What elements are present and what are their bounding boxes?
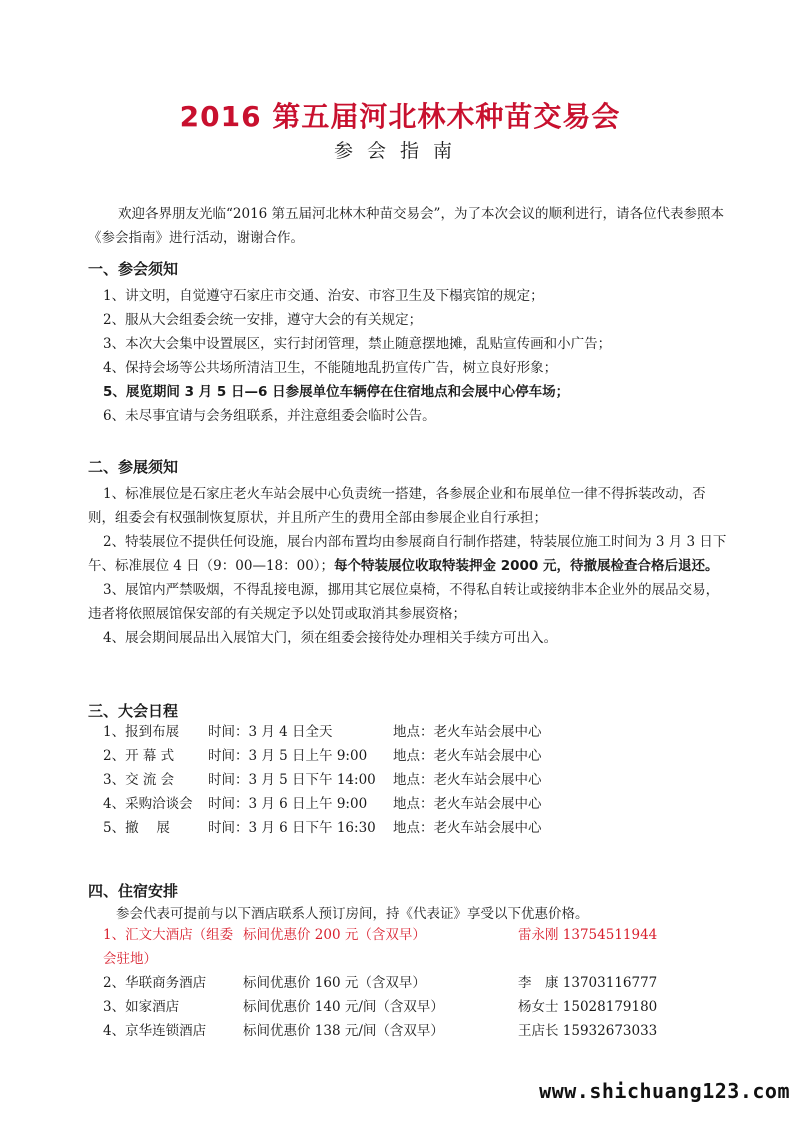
section3-heading: 三、大会日程: [88, 702, 179, 720]
schedule-event: 2、开 幕 式: [103, 748, 175, 764]
hotel-price: 标间优惠价 160 元（含双早）: [243, 975, 426, 991]
list-item: 5、展览期间 3 月 5 日—6 日参展单位车辆停在住宿地点和会展中心停车场；: [103, 384, 570, 400]
hotel-row: [88, 971, 728, 995]
section2-list: [88, 482, 728, 650]
list-item: 4、保持会场等公共场所清洁卫生，不能随地乱扔宣传广告，树立良好形象；: [103, 360, 558, 376]
section1-heading: 一、参会须知: [88, 260, 179, 278]
hotel-name: 4、京华连锁酒店: [103, 1023, 207, 1039]
schedule-row: [88, 744, 728, 768]
section2-heading: 二、参展须知: [88, 458, 179, 476]
intro-paragraph: 欢迎各界朋友光临“2016 第五届河北林木种苗交易会”，为了本次会议的顺利进行，请各位代表参照本《参会指南》进行活动，谢谢合作。: [88, 206, 724, 246]
hotel-contact: 李 康 13703116777: [518, 975, 658, 991]
hotel-price: 标间优惠价 140 元/间（含双早）: [243, 999, 444, 1015]
hotel-price: 标间优惠价 200 元（含双早）: [243, 927, 426, 943]
hotel-table: [88, 923, 728, 1043]
schedule-row: [88, 792, 728, 816]
schedule-time: 时间：3 月 4 日全天: [208, 724, 333, 740]
hotel-contact: 王店长 15932673033: [518, 1023, 658, 1039]
schedule-time: 时间：3 月 6 日下午 16:30: [208, 820, 376, 836]
hotel-name: 2、华联商务酒店: [103, 975, 207, 991]
schedule-place: 地点：老火车站会展中心: [393, 796, 542, 812]
schedule-row: [88, 720, 728, 744]
schedule-event: 4、采购洽谈会: [103, 796, 193, 812]
hotel-row: [88, 1019, 728, 1043]
schedule-place: 地点：老火车站会展中心: [393, 748, 542, 764]
schedule-event: 3、交 流 会: [103, 772, 175, 788]
schedule-place: 地点：老火车站会展中心: [393, 820, 542, 836]
hotel-name: 1、汇文大酒店（组委会驻地）: [103, 927, 234, 967]
schedule-event: 1、报到布展: [103, 724, 180, 740]
schedule-row: [88, 768, 728, 792]
hotel-price: 标间优惠价 138 元/间（含双早）: [243, 1023, 444, 1039]
list-item: [88, 530, 728, 578]
schedule-time: 时间：3 月 6 日上午 9:00: [208, 796, 368, 812]
list-item: 1、讲文明，自觉遵守石家庄市交通、治安、市容卫生及下榻宾馆的规定；: [103, 288, 544, 304]
list-item-text: 2、特装展位不提供任何设施，展台内部布置均由参展商自行制作搭建，特装展位施工时间为 3 月 3 日下午、标准展位 4 日（9：00—18：00）；: [88, 534, 727, 574]
hotel-name: 3、如家酒店: [103, 999, 180, 1015]
hotel-row: [88, 923, 728, 971]
list-item: 4、展会期间展品出入展馆大门，须在组委会接待处办理相关手续方可出入。: [103, 630, 558, 646]
list-item: 3、本次大会集中设置展区，实行封闭管理，禁止随意摆地摊，乱贴宣传画和小广告；: [103, 336, 612, 352]
section4-heading: 四、住宿安排: [88, 882, 179, 900]
schedule-event: 5、撤 展: [103, 820, 170, 836]
document-subtitle: 参会指南: [333, 140, 466, 162]
schedule-place: 地点：老火车站会展中心: [393, 772, 542, 788]
section1-list: [88, 284, 728, 428]
schedule-row: [88, 816, 728, 840]
schedule-time: 时间：3 月 5 日下午 14:00: [208, 772, 376, 788]
schedule-table: [88, 720, 728, 840]
schedule-place: 地点：老火车站会展中心: [393, 724, 542, 740]
list-item: 6、未尽事宜请与会务组联系，并注意组委会临时公告。: [103, 408, 436, 424]
list-item: 1、标准展位是石家庄老火车站会展中心负责统一搭建，各参展企业和布展单位一律不得拆装改动，否则，组委会有权强制恢复原状，并且所产生的费用全部由参展企业自行承担；: [88, 486, 706, 526]
document-title: 2016 第五届河北林木种苗交易会: [179, 100, 621, 133]
deposit-note: 每个特装展位收取特装押金 2000 元，待撤展检查合格后退还。: [334, 558, 719, 574]
hotel-contact: 杨女士 15028179180: [518, 999, 658, 1015]
list-item: 3、展馆内严禁吸烟，不得乱接电源，挪用其它展位桌椅，不得私自转让或接纳非本企业外的展品交易，违者将依照展馆保安部的有关规定予以处罚或取消其参展资格；: [88, 582, 720, 622]
site-watermark: www.shichuang123.com: [539, 1079, 790, 1103]
schedule-time: 时间：3 月 5 日上午 9:00: [208, 748, 368, 764]
hotel-row: [88, 995, 728, 1019]
list-item: 2、服从大会组委会统一安排，遵守大会的有关规定；: [103, 312, 423, 328]
hotel-contact: 雷永刚 13754511944: [518, 927, 658, 943]
lodging-note: 参会代表可提前与以下酒店联系人预订房间，持《代表证》享受以下优惠价格。: [116, 906, 589, 922]
